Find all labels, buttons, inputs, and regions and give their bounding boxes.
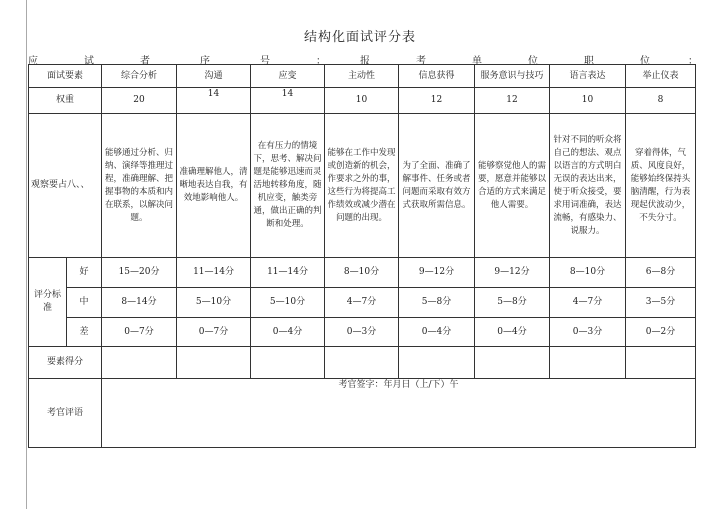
- weight-value: 14: [177, 88, 251, 114]
- weight-value: 10: [325, 88, 399, 114]
- weight-value: 20: [102, 88, 177, 114]
- score-cell[interactable]: [475, 347, 550, 379]
- grade-range: 11—14分: [251, 258, 325, 288]
- grade-range: 0—2分: [626, 318, 696, 347]
- observation-row: [29, 114, 696, 258]
- grade-range: 0—3分: [325, 318, 399, 347]
- description-cell: 能够察觉他人的需要，愿意并能够以合适的方式来满足他人需要。: [475, 114, 550, 258]
- header-char: 位: [640, 56, 650, 67]
- grade-range: 0—4分: [475, 318, 550, 347]
- scoring-table: [28, 64, 696, 448]
- grade-row-medium: [29, 288, 696, 318]
- grade-range: 0—3分: [550, 318, 626, 347]
- grade-range: 11—14分: [177, 258, 251, 288]
- column-header: 语言表达: [550, 65, 626, 88]
- column-header: 应变: [251, 65, 325, 88]
- grade-row-poor: [29, 318, 696, 347]
- grade-range: 4—7分: [325, 288, 399, 318]
- grade-range: 5—8分: [475, 288, 550, 318]
- grade-range: 4—7分: [550, 288, 626, 318]
- header-char: 试: [84, 56, 94, 67]
- weight-label: 权重: [29, 88, 102, 114]
- header-char: 应: [28, 56, 38, 67]
- grade-range: 9—12分: [475, 258, 550, 288]
- comment-row: [29, 379, 696, 448]
- grade-range: 0—4分: [251, 318, 325, 347]
- column-header: 沟通: [177, 65, 251, 88]
- grade-name: 差: [67, 318, 102, 347]
- grade-range: 9—12分: [399, 258, 475, 288]
- grade-range: 5—10分: [251, 288, 325, 318]
- weight-row: [29, 88, 696, 114]
- score-cell[interactable]: [102, 347, 177, 379]
- score-cell[interactable]: [325, 347, 399, 379]
- grade-range: 0—7分: [177, 318, 251, 347]
- description-cell: 准确理解他人，清晰地表达自我，有效地影响他人。: [177, 114, 251, 258]
- score-row: [29, 347, 696, 379]
- description-cell: 为了全面、准确了解事件、任务或者问题而采取有效方式获取所需信息。: [399, 114, 475, 258]
- grade-range: 8—10分: [550, 258, 626, 288]
- grade-range: 5—8分: [399, 288, 475, 318]
- criteria-label: 评分标准: [29, 258, 67, 347]
- header-char: ：: [316, 56, 326, 67]
- score-cell[interactable]: [626, 347, 696, 379]
- grade-row-good: [29, 258, 696, 288]
- header-char: 报: [360, 56, 370, 67]
- grade-range: 15—20分: [102, 258, 177, 288]
- description-cell: 能够通过分析、归纳、演绎等推理过程，准确理解、把握事物的本质和内在联系，以解决问题。: [102, 114, 177, 258]
- grade-range: 8—10分: [325, 258, 399, 288]
- description-cell: 针对不同的听众将自己的想法、观点以语言的方式明白无误的表达出来，使于听众接受，要求用词准确，表达流畅，有感染力、说服力。: [550, 114, 626, 258]
- column-header-row: [29, 65, 696, 88]
- weight-value: 14: [251, 88, 325, 114]
- col-header-label: 面试要素: [29, 65, 102, 88]
- header-char: 号: [260, 56, 270, 67]
- observation-label: 观察要占八、、: [29, 114, 102, 258]
- grade-range: 5—10分: [177, 288, 251, 318]
- weight-value: 10: [550, 88, 626, 114]
- grade-range: 0—4分: [399, 318, 475, 347]
- header-char: 考: [416, 56, 426, 67]
- grade-name: 好: [67, 258, 102, 288]
- column-header: 举止仪表: [626, 65, 696, 88]
- weight-value: 12: [475, 88, 550, 114]
- grade-range: 0—7分: [102, 318, 177, 347]
- score-cell[interactable]: [177, 347, 251, 379]
- comment-label: 考官评语: [29, 379, 102, 448]
- column-header: 主动性: [325, 65, 399, 88]
- grade-range: 8—14分: [102, 288, 177, 318]
- header-char: 者: [140, 56, 150, 67]
- score-cell[interactable]: [251, 347, 325, 379]
- grade-range: 6—8分: [626, 258, 696, 288]
- description-cell: 在有压力的情境下，思考、解决问题是能够迅速而灵活地转移角度，随机应变，触类旁通，做出正确的判断和处理。: [251, 114, 325, 258]
- weight-value: 8: [626, 88, 696, 114]
- column-header: 综合分析: [102, 65, 177, 88]
- header-char: 位: [528, 56, 538, 67]
- weight-value: 12: [399, 88, 475, 114]
- column-header: 信息获得: [399, 65, 475, 88]
- signature-line: 考官签字：年月日（上/下）午: [338, 380, 459, 390]
- score-cell[interactable]: [399, 347, 475, 379]
- comment-area[interactable]: [102, 379, 696, 448]
- column-header: 服务意识与技巧: [475, 65, 550, 88]
- grade-range: 3—5分: [626, 288, 696, 318]
- header-char: ：: [688, 56, 698, 67]
- header-char: 单: [472, 56, 482, 67]
- score-cell[interactable]: [550, 347, 626, 379]
- score-label: 要素得分: [29, 347, 102, 379]
- page-title: 结构化面试评分表: [303, 30, 416, 45]
- grade-name: 中: [67, 288, 102, 318]
- header-char: 职: [584, 56, 594, 67]
- description-cell: 能够在工作中发现或创造新的机会，作要求之外的事，这些行为将提高工作绩效或减少潜在问题的出现。: [325, 114, 399, 258]
- header-char: 序: [200, 56, 210, 67]
- description-cell: 穿着得体，气质、风度良好，能够始终保持头脑清醒，行为表现起伏波动少，不失分寸。: [626, 114, 696, 258]
